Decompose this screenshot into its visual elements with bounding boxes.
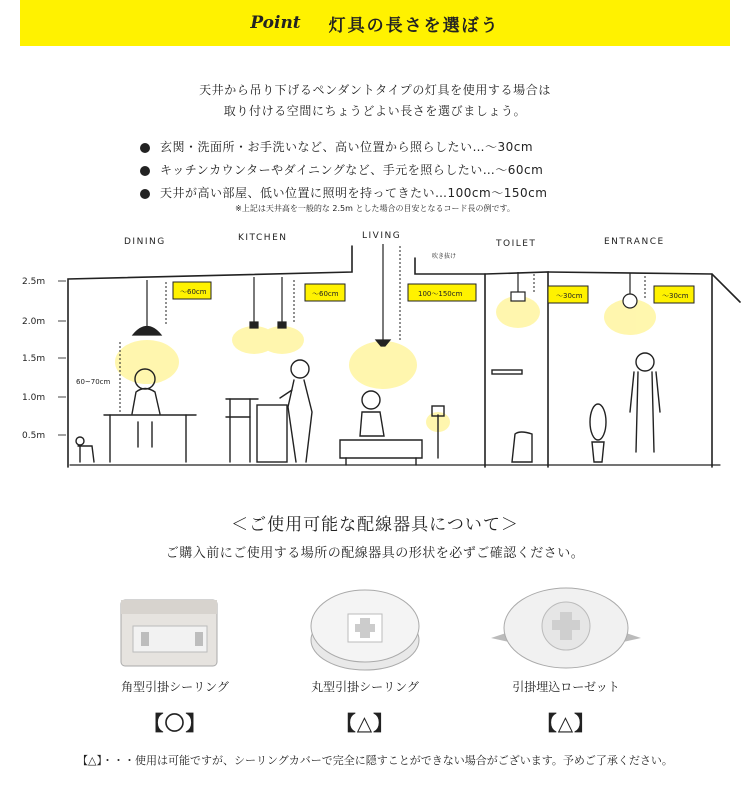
room-label-toilet: TOILET	[496, 239, 537, 249]
length-tag: ～30cm	[662, 292, 689, 300]
fixture-label: 角型引掛シーリング	[121, 680, 229, 694]
room-label-living: LIVING	[362, 231, 402, 241]
point-banner	[20, 0, 730, 46]
bullet-icon	[140, 143, 150, 153]
fixture-round-ceiling	[265, 580, 465, 736]
dining-height-label: 60~70cm	[76, 378, 111, 386]
length-tag: 100～150cm	[418, 290, 463, 298]
height-scale	[22, 277, 66, 441]
length-tag: ～60cm	[312, 290, 339, 298]
fixture-compatibility: 【△】	[335, 711, 395, 735]
scale-label: 2.0m	[22, 317, 46, 327]
height-note: ※上記は天井高を一般的な 2.5m とした場合の目安となるコード長の例です。	[235, 204, 515, 213]
fixture-label: 引掛埋込ローゼット	[512, 680, 620, 694]
room-label-entrance: ENTRANCE	[604, 237, 665, 247]
fixture-compatibility: 【△】	[536, 711, 596, 735]
scale-label: 0.5m	[22, 431, 46, 441]
list-item: 玄関・洗面所・お手洗いなど、高い位置から照らしたい…～30cm	[140, 136, 547, 159]
intro-line-1: 天井から吊り下げるペンダントタイプの灯具を使用する場合は	[199, 83, 551, 97]
room-label-kitchen: KITCHEN	[238, 233, 288, 243]
compatibility-footnote: 【△】・・・使用は可能ですが、シーリングカバーで完全に隠すことができない場合がございます。予めご了承ください。	[77, 754, 673, 767]
fixture-flush-rosette	[466, 580, 666, 736]
fixture-label: 丸型引掛シーリング	[311, 680, 419, 694]
length-tag: ～30cm	[556, 292, 583, 300]
fukinuke-label: 吹き抜け	[432, 253, 457, 260]
square-ceiling-icon	[115, 580, 235, 672]
fixture-square-ceiling	[75, 580, 275, 736]
intro-text	[0, 80, 750, 122]
room-label-dining: DINING	[124, 237, 166, 247]
rosette-icon	[481, 580, 651, 672]
fixture-compatibility: 【〇】	[143, 711, 207, 735]
length-guide-list	[140, 136, 547, 205]
wiring-heading: ＜ご使用可能な配線器具について＞	[231, 515, 519, 535]
bullet-icon	[140, 189, 150, 199]
list-item: キッチンカウンターやダイニングなど、手元を照らしたい…～60cm	[140, 159, 547, 182]
list-item: 天井が高い部屋、低い位置に照明を持ってきたい…100cm～150cm	[140, 182, 547, 205]
point-label: Point	[250, 13, 301, 33]
scale-label: 1.0m	[22, 393, 46, 403]
intro-line-2: 取り付ける空間にちょうどよい長さを選びましょう。	[223, 104, 527, 118]
banner-title: 灯具の長さを選ぼう	[328, 15, 500, 36]
length-tag: ～60cm	[180, 288, 207, 296]
wiring-subheading: ご購入前にご使用する場所の配線器具の形状を必ずご確認ください。	[165, 546, 585, 561]
light-glows	[115, 296, 656, 432]
round-ceiling-icon	[300, 580, 430, 672]
bullet-icon	[140, 166, 150, 176]
scale-label: 2.5m	[22, 277, 46, 287]
scale-label: 1.5m	[22, 354, 46, 364]
room-illustration	[0, 222, 750, 477]
